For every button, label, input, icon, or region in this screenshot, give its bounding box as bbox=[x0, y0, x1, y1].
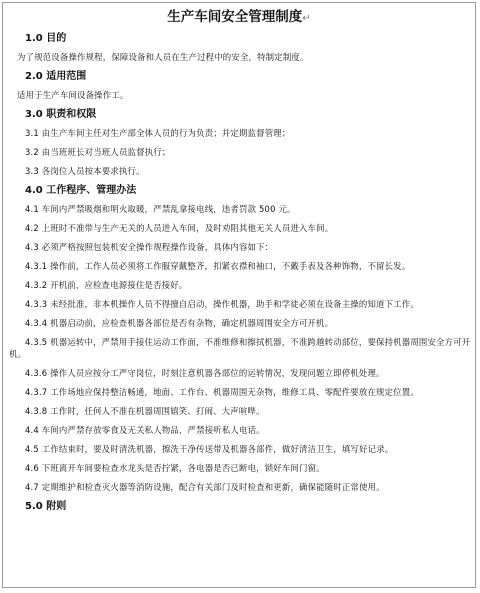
section-4-item: 4.2 上班时不准带与生产无关的人员进入车间，及时劝阻其他无关人员进入车间。 bbox=[25, 223, 334, 233]
section-3-item: 3.2 由当班班长对当班人员监督执行； bbox=[25, 147, 171, 157]
section-4-item: 4.3.2 开机前，应检查电源接住是否接好。 bbox=[25, 280, 188, 290]
section-4-item: 4.3.5 机器运转中，严禁用手接住运动工作面，不准维修和擦拭机器，不准跨越转动部位，要保持机器周围安全方可开机。 bbox=[9, 337, 471, 359]
section-4-item: 4.7 定期维护和检查灭火器等消防设施，配合有关部门及时检查和更新，确保能随时正常使用。 bbox=[25, 482, 385, 492]
paragraph-mark-icon: ↵ bbox=[302, 13, 311, 24]
section-4-item: 4.5 工作结束时，要及时清洗机器，擦洗干净传送带及机器各部件，做好清洁卫生，填写好记录。 bbox=[25, 444, 394, 454]
section-4-item: 4.1 车间内严禁吸烟和明火取暖，严禁乱拿接电线，违者罚款 500 元。 bbox=[25, 204, 296, 214]
section-3-item: 3.1 由生产车间主任对生产部全体人员的行为负责；并定期监督管理； bbox=[25, 128, 291, 138]
section-3-item: 3.3 各岗位人员按本要求执行。 bbox=[25, 166, 145, 176]
document-title-row bbox=[3, 8, 475, 28]
section-1-text: 为了规范设备操作规程，保障设备和人员在生产过程中的安全，特制定制度。 bbox=[17, 52, 309, 62]
section-4-item: 4.3.6 操作人员应按分工严守岗位，时刻注意机器各部位的运转情况，发现问题立即停机处理。 bbox=[25, 368, 385, 378]
section-2-text: 适用于生产车间设备操作工。 bbox=[17, 90, 129, 100]
section-5-heading: 5.0 附则 bbox=[25, 501, 67, 512]
section-4-item: 4.6 下班离开车间要检查水龙头是否拧紧，各电器是否已断电，锁好车间门窗。 bbox=[25, 463, 325, 473]
section-2-heading: 2.0 适用范围 bbox=[25, 71, 87, 82]
section-4-item: 4.3.1 操作前，工作人员必须将工作服穿戴整齐，扣紧衣襟和袖口，不戴手表及各种饰物，不留长发。 bbox=[25, 261, 411, 271]
section-4-heading: 4.0 工作程序、管理办法 bbox=[25, 185, 137, 196]
section-1-heading: 1.0 目的 bbox=[25, 33, 67, 44]
section-4-item: 4.3.8 工作时，任何人不准在机器周围嬉笑、打闹、大声喧哗。 bbox=[25, 406, 265, 416]
document-page bbox=[2, 2, 476, 588]
section-4-item: 4.3.7 工作场地应保持整洁畅通，地面、工作台、机器周围无杂物，维修工具、零配件要放在规定位置。 bbox=[25, 387, 419, 397]
section-4-item: 4.3.4 机器启动前，应检查机器各部位是否有杂物，确定机器周围安全方可开机。 bbox=[25, 318, 334, 328]
section-4-item: 4.4 车间内严禁存放零食及无关私人物品，严禁接听私人电话。 bbox=[25, 425, 265, 435]
section-4-item: 4.3 必须严格按照包装机安全操作规程操作设备，具体内容如下： bbox=[25, 242, 274, 252]
section-4-item: 4.3.3 未经批准，非本机操作人员不得擅自启动，操作机器，助手和学徒必须在设备主操的知道下工作。 bbox=[25, 299, 419, 309]
document-title: 生产车间安全管理制度 bbox=[167, 9, 303, 25]
section-3-heading: 3.0 职责和权限 bbox=[25, 109, 97, 120]
